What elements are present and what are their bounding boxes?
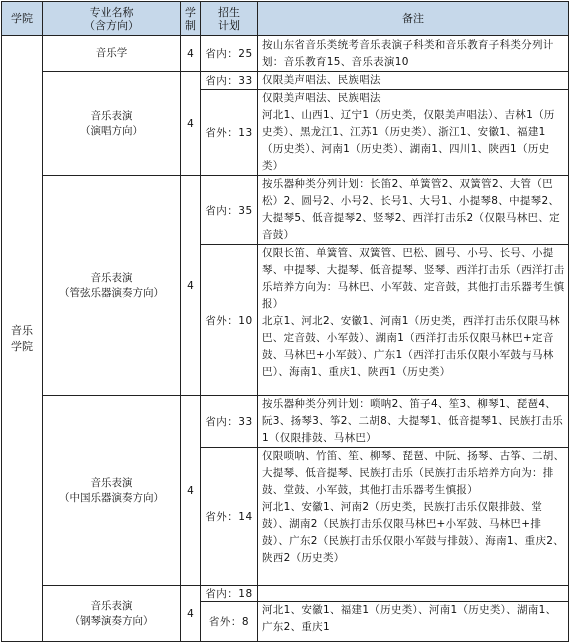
admission-plan-page	[1, 1, 568, 634]
program-years-cell: 4	[181, 176, 201, 396]
note-cell: 仅限唢呐、竹笛、笙、柳琴、琵琶、中阮、扬琴、古筝、二胡、大提琴、低音提琴、民族打击乐（民族打击乐培养方向为：排鼓、堂鼓、小军鼓，其他打击乐器考生慎报） 河北1、安徽1、河南2（历史类，民族打击乐仅限排鼓、堂鼓）、湖南2（民族打击乐仅限马林巴+小军鼓、马林巴+排鼓）、广东2（民族打击乐仅限小军鼓与排鼓）、海南1、重庆2、陕西2（历史类）	[258, 448, 569, 586]
program-years-cell: 4	[181, 586, 201, 642]
quota-cell: 省内：35	[201, 176, 258, 245]
header-college: 学院	[2, 2, 43, 36]
table-row	[2, 586, 569, 602]
quota-cell: 省外：8	[201, 602, 258, 642]
note-cell: 仅限长笛、单簧管、双簧管、巴松、圆号、小号、长号、小提琴、中提琴、大提琴、低音提琴、竖琴、西洋打击乐（西洋打击乐培养方向为：马林巴、小军鼓、定音鼓，其他打击乐器考生慎报） 北京1、河北2、安徽1、河南1（历史类，西洋打击乐仅限马林巴、定音鼓、小军鼓）、湖南1（西洋打击乐仅限马林巴+定音鼓、马林巴+小军鼓）、广东1（西洋打击乐仅限小军鼓与马林巴）、海南1、重庆1、陕西1（历史类）	[258, 245, 569, 396]
table-row	[2, 72, 569, 90]
note-cell: 仅限美声唱法、民族唱法	[258, 72, 569, 90]
quota-cell: 省外：10	[201, 245, 258, 396]
header-major-line2: （含方向）	[84, 18, 139, 32]
note-cell: 按乐器种类分列计划：长笛2、单簧管2、双簧管2、大管（巴松）2、圆号2、小号2、长号1、大号1、小提琴8、中提琴2、大提琴5、低音提琴2、竖琴2、西洋打击乐2（仅限马林巴、定音鼓）	[258, 176, 569, 245]
quota-cell: 省内：25	[201, 36, 258, 72]
program-years-cell: 4	[181, 72, 201, 176]
header-system-line2: 制	[185, 18, 196, 32]
college-cell	[2, 36, 43, 642]
quota-cell: 省内：33	[201, 72, 258, 90]
admission-plan-table	[1, 1, 569, 642]
header-major	[43, 2, 181, 36]
header-plan-line1: 招生	[218, 5, 240, 19]
table-header-row	[2, 2, 569, 36]
quota-cell: 省内：18	[201, 586, 258, 602]
header-plan-line2: 计划	[218, 18, 240, 32]
header-notes: 备注	[258, 2, 569, 36]
note-cell: 按乐器种类分列计划：唢呐2、笛子4、笙3、柳琴1、琵琶4、阮3、扬琴3、筝2、二胡8、大提琴1、低音提琴1、民族打击乐1（仅限排鼓、马林巴）	[258, 396, 569, 448]
program-years-cell: 4	[181, 36, 201, 72]
note-cell: 按山东省音乐类统考音乐表演子科类和音乐教育子科类分列计划：音乐教育15、音乐表演10	[258, 36, 569, 72]
table-row	[2, 36, 569, 72]
college-line1: 音乐	[11, 323, 33, 337]
program-years-cell: 4	[181, 396, 201, 586]
quota-cell: 省外：14	[201, 448, 258, 586]
table-row	[2, 396, 569, 448]
quota-cell: 省内：33	[201, 396, 258, 448]
program-name-cell: 音乐表演 （演唱方向）	[43, 72, 181, 176]
note-cell: 河北1、安徽1、福建1（历史类）、河南1（历史类）、湖南1、广东2、重庆1	[258, 602, 569, 642]
program-name-cell: 音乐表演 （中国乐器演奏方向）	[43, 396, 181, 586]
program-name-cell: 音乐学	[43, 36, 181, 72]
table-row	[2, 176, 569, 245]
header-system-line1: 学	[185, 5, 196, 19]
program-name-cell: 音乐表演 （管弦乐器演奏方向）	[43, 176, 181, 396]
college-line2: 学院	[11, 339, 33, 353]
header-major-line1: 专业名称	[89, 5, 134, 19]
header-system	[181, 2, 201, 36]
note-cell-empty	[258, 586, 569, 602]
note-cell: 仅限美声唱法、民族唱法 河北1、山西1、辽宁1（历史类，仅限美声唱法）、吉林1（历史类）、黑龙江1、江苏1（历史类）、浙江1、安徽1、福建1（历史类）、河南1（历史类）、湖南1、四川1、陕西1（历史类）	[258, 90, 569, 176]
header-plan	[201, 2, 258, 36]
program-name-cell: 音乐表演 （钢琴演奏方向）	[43, 586, 181, 642]
quota-cell: 省外：13	[201, 90, 258, 176]
